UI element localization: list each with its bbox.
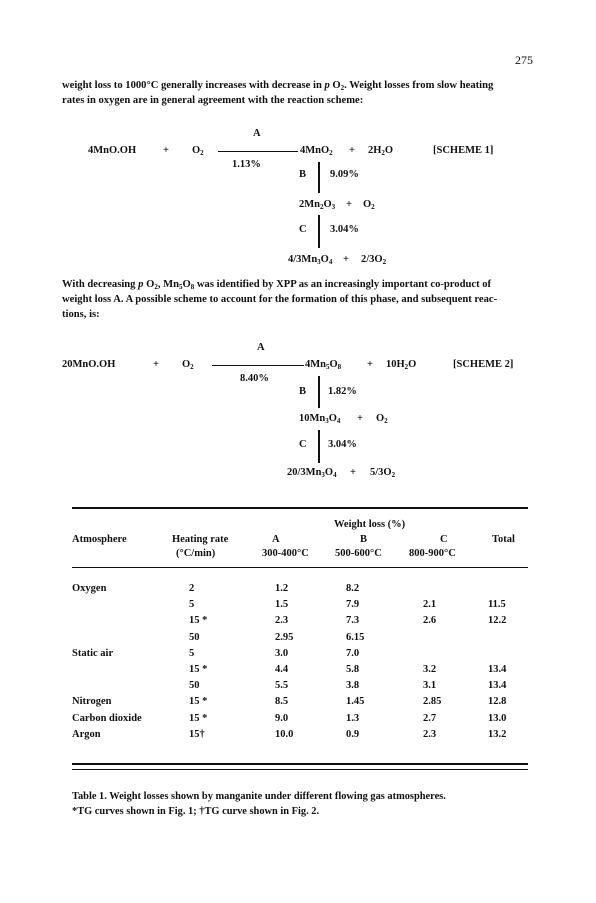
cell-atmosphere: Carbon dioxide <box>72 712 142 724</box>
scheme1-step-a: A <box>253 128 261 139</box>
scheme2-mid-1: $10Mn_3O_4$ <box>299 413 341 425</box>
header-total: Total <box>492 534 515 545</box>
page-number: 275 <box>515 53 533 67</box>
header-c: C <box>440 534 448 545</box>
scheme2-plus-2: + <box>367 359 373 370</box>
cell-c: 3.2 <box>423 664 437 675</box>
scheme1-percent-b: 9.09% <box>330 169 359 180</box>
cell-c: 2.6 <box>423 615 437 627</box>
scheme1-percent-a: 1.13% <box>232 159 261 170</box>
header-atmosphere: Atmosphere <box>72 534 127 545</box>
cell-a: 1.5 <box>275 599 289 611</box>
cell-total: 12.8 <box>488 696 507 708</box>
table-footnote: *TG curves shown in Fig. 1; †TG curve shown in Fig. 2. <box>72 806 320 817</box>
cell-heating-rate: 15 * <box>189 712 208 724</box>
scheme1-plus-4: + <box>343 254 349 265</box>
cell-heating-rate: 15 * <box>189 615 208 627</box>
cell-a: 10.0 <box>275 728 294 740</box>
cell-a: 5.5 <box>275 680 289 692</box>
scheme1-plus-2: + <box>349 145 355 156</box>
cell-heating-rate: 15 * <box>189 664 208 675</box>
scheme1-arrow-a <box>218 151 298 152</box>
cell-c: 2.7 <box>423 712 437 724</box>
cell-b: 7.9 <box>346 599 360 611</box>
scheme1-reactant-1: 4MnO.OH <box>88 145 137 156</box>
cell-atmosphere: Oxygen <box>72 583 107 594</box>
cell-a: 9.0 <box>275 712 289 724</box>
intro-line-1: weight loss to 1000°C generally increases with decrease in p $O_2$. Weight losses from slow heating <box>62 80 494 92</box>
scheme2-plus-3: + <box>357 413 363 424</box>
cell-total: 13.2 <box>488 728 507 740</box>
scheme1-reactant-2: $O_2$ <box>192 145 204 157</box>
scheme1-arrow-b <box>318 162 320 193</box>
middle-para-line-1: With decreasing p $O_2$, $Mn_5O_8$ was identified by XPP as an increasingly important co-product of <box>62 279 492 291</box>
scheme2-percent-c: 3.04% <box>328 439 357 450</box>
scheme2-mid-2: $O_2$ <box>376 413 388 425</box>
cell-heating-rate: 15† <box>189 728 205 740</box>
scheme2-product-1: $4Mn_5O_8$ <box>305 359 342 371</box>
cell-b: 3.8 <box>346 680 360 692</box>
scheme1-step-b: B <box>299 169 307 180</box>
scheme2-reactant-1: 20MnO.OH <box>62 359 116 370</box>
header-a-range: 300-400°C <box>262 548 309 559</box>
cell-c: 2.1 <box>423 599 437 611</box>
scheme2-step-c: C <box>299 439 307 450</box>
header-c-range: 800-900°C <box>409 548 456 559</box>
cell-a: 1.2 <box>275 583 289 594</box>
scheme1-label: [SCHEME 1] <box>433 145 494 156</box>
cell-c: 2.85 <box>423 696 442 708</box>
cell-b: 8.2 <box>346 583 360 594</box>
cell-b: 1.45 <box>346 696 365 708</box>
header-b-range: 500-600°C <box>335 548 382 559</box>
cell-atmosphere: Argon <box>72 728 101 740</box>
cell-b: 7.3 <box>346 615 360 627</box>
scheme2-reactant-2: $O_2$ <box>182 359 194 371</box>
table-header-rule <box>72 567 528 568</box>
cell-total: 13.4 <box>488 680 507 692</box>
cell-total: 12.2 <box>488 615 507 627</box>
scheme1-product-1: 4MnO$_2$ <box>300 145 333 157</box>
table-bottom-rule <box>72 763 528 765</box>
table-group-header: Weight loss (%) <box>334 519 406 530</box>
middle-para-line-2: weight loss A. A possible scheme to account for the formation of this phase, and subsequent reac- <box>62 294 498 305</box>
middle-para-line-3: tions, is: <box>62 309 100 320</box>
scheme2-percent-b: 1.82% <box>328 386 357 397</box>
cell-a: 2.3 <box>275 615 289 627</box>
table-caption: Table 1. Weight losses shown by manganite under different flowing gas atmospheres. <box>72 791 446 802</box>
scheme2-label: [SCHEME 2] <box>453 359 514 370</box>
cell-a: 2.95 <box>275 631 294 643</box>
cell-a: 3.0 <box>275 647 289 659</box>
scheme2-arrow-b <box>318 376 320 408</box>
scheme2-final-2: $5/3O_2$ <box>370 467 396 479</box>
cell-a: 4.4 <box>275 664 289 675</box>
scheme2-product-2: $10H_2O$ <box>386 359 417 371</box>
scheme1-mid-1: $2Mn_2O_3$ <box>299 199 336 211</box>
cell-c: 2.3 <box>423 728 437 740</box>
header-heating-rate: Heating rate <box>172 534 229 545</box>
header-b: B <box>360 534 368 545</box>
cell-a: 8.5 <box>275 696 289 708</box>
scheme1-step-c: C <box>299 224 307 235</box>
header-a: A <box>272 534 280 545</box>
cell-total: 13.0 <box>488 712 507 724</box>
cell-b: 6.15 <box>346 631 365 643</box>
cell-b: 5.8 <box>346 664 360 675</box>
cell-heating-rate: 50 <box>189 631 200 643</box>
cell-heating-rate: 50 <box>189 680 200 692</box>
header-heating-rate-unit: (°C/min) <box>176 548 216 559</box>
scheme2-step-b: B <box>299 386 307 397</box>
scheme1-plus-1: + <box>163 145 169 156</box>
scheme1-arrow-c <box>318 215 320 248</box>
scheme2-step-a: A <box>257 342 265 353</box>
table-top-rule <box>72 507 528 509</box>
scheme2-plus-1: + <box>153 359 159 370</box>
cell-total: 11.5 <box>488 599 506 611</box>
cell-heating-rate: 15 * <box>189 696 208 708</box>
cell-heating-rate: 5 <box>189 647 195 659</box>
scheme2-final-1: $20/3Mn_3O_4$ <box>287 467 337 479</box>
cell-b: 1.3 <box>346 712 360 724</box>
cell-total: 13.4 <box>488 664 507 675</box>
cell-heating-rate: 5 <box>189 599 195 611</box>
scheme2-arrow-a <box>212 365 304 366</box>
scheme1-percent-c: 3.04% <box>330 224 359 235</box>
scheme1-mid-2: $O_2$ <box>363 199 375 211</box>
scheme2-plus-4: + <box>350 467 356 478</box>
cell-c: 3.1 <box>423 680 437 692</box>
cell-heating-rate: 2 <box>189 583 195 594</box>
scheme1-plus-3: + <box>346 199 352 210</box>
cell-b: 0.9 <box>346 728 360 740</box>
scheme1-final-2: $2/3O_2$ <box>361 254 387 266</box>
cell-atmosphere: Nitrogen <box>72 696 112 708</box>
scheme2-percent-a: 8.40% <box>240 373 269 384</box>
scheme2-arrow-c <box>318 430 320 463</box>
scheme1-product-2: $2H_2O$ <box>368 145 394 157</box>
intro-line-2: rates in oxygen are in general agreement with the reaction scheme: <box>62 95 364 106</box>
cell-atmosphere: Static air <box>72 647 114 659</box>
scheme1-final-1: $4/3Mn_3O_4$ <box>288 254 333 266</box>
table-bottom-rule-2 <box>72 769 528 770</box>
cell-b: 7.0 <box>346 647 360 659</box>
